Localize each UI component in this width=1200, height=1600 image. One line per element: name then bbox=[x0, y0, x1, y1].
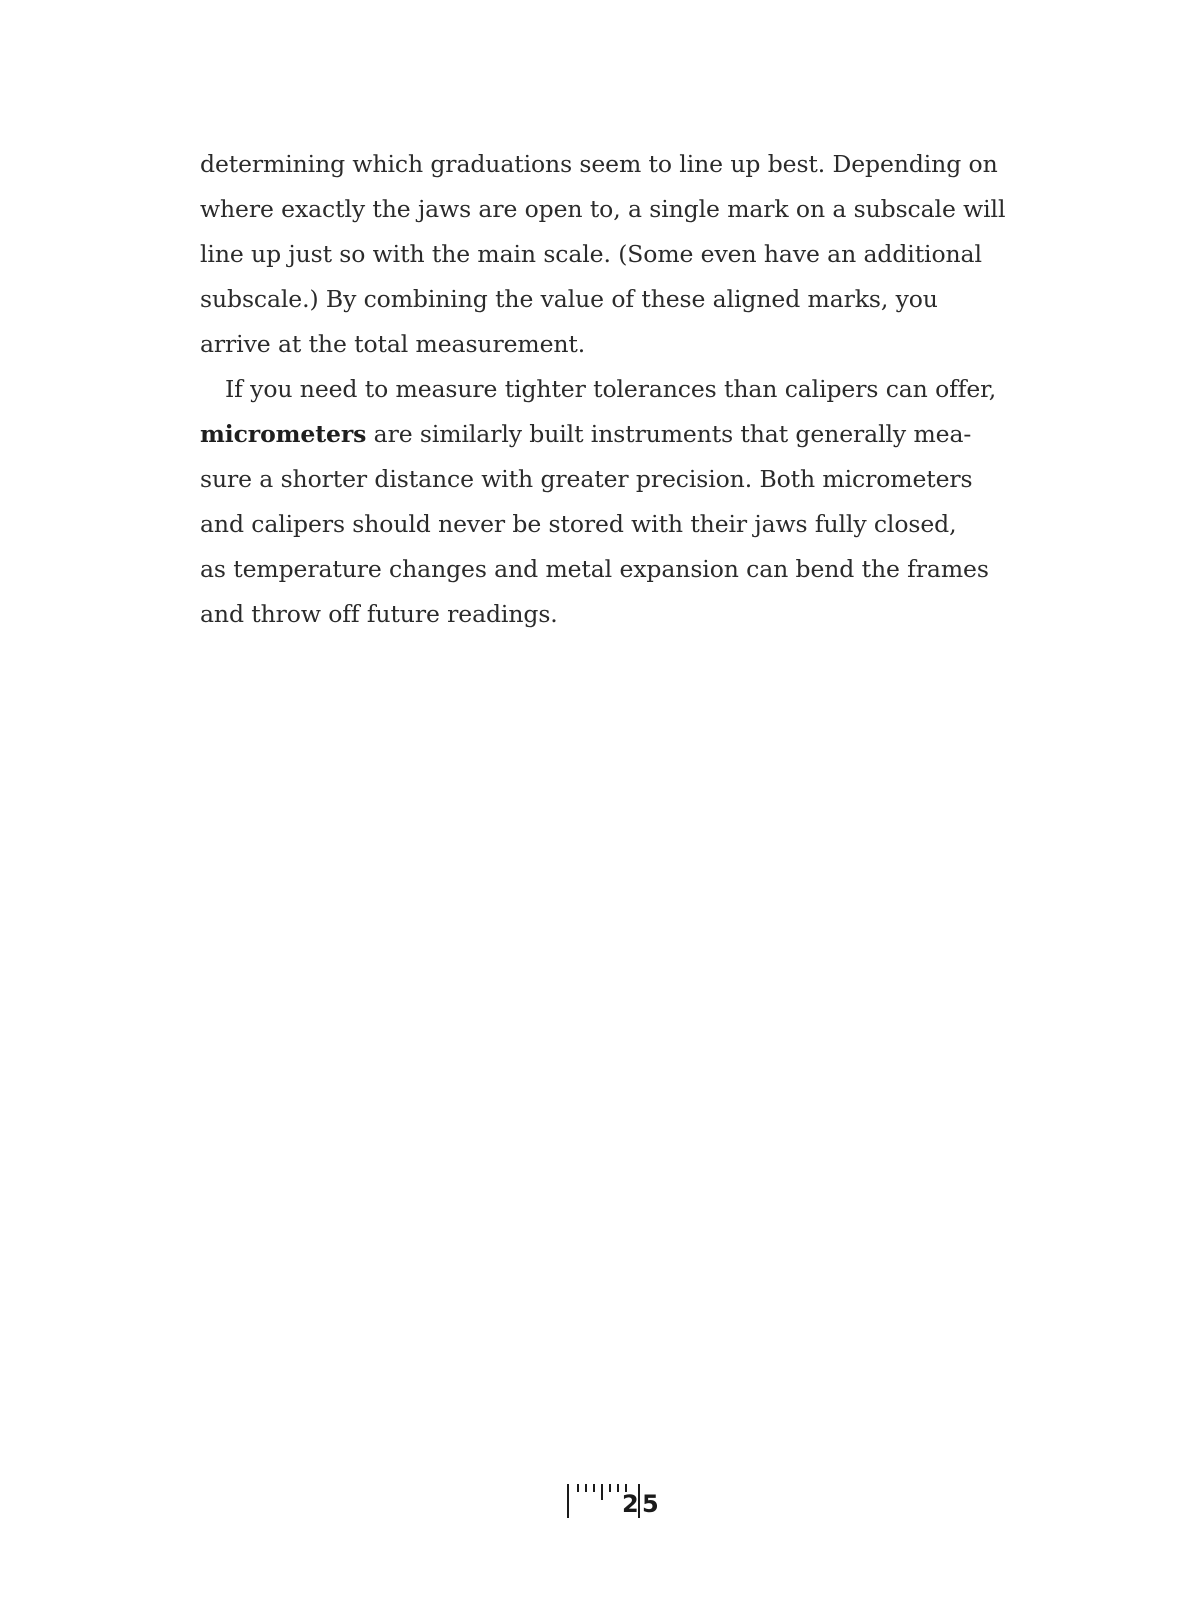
page-number-folio bbox=[566, 1480, 666, 1522]
page-number-digit: 2 bbox=[622, 1490, 639, 1518]
text-span: are similarly built instruments that generally mea- bbox=[366, 420, 972, 448]
text-line: sure a shorter distance with greater precision. Both micrometers bbox=[200, 465, 973, 493]
bold-term-micrometers: micrometers bbox=[200, 420, 367, 448]
text-line: as temperature changes and metal expansion can bend the frames bbox=[200, 555, 989, 583]
text-line: arrive at the total measurement. bbox=[200, 330, 586, 358]
text-line: and calipers should never be stored with their jaws fully closed, bbox=[200, 510, 957, 538]
text-line bbox=[200, 412, 1000, 457]
body-text bbox=[200, 142, 1006, 637]
page-number-digit: 5 bbox=[642, 1490, 659, 1518]
text-line: subscale.) By combining the value of these aligned marks, you bbox=[200, 285, 938, 313]
text-line: If you need to measure tighter tolerances than calipers can offer, bbox=[225, 375, 997, 403]
text-line: line up just so with the main scale. (Some even have an additional bbox=[200, 240, 982, 268]
text-line: where exactly the jaws are open to, a single mark on a subscale will bbox=[200, 195, 1006, 223]
text-line: determining which graduations seem to line up best. Depending on bbox=[200, 150, 998, 178]
paragraph-2 bbox=[200, 367, 1000, 637]
paragraph-1 bbox=[200, 142, 1006, 367]
text-line: and throw off future readings. bbox=[200, 600, 558, 628]
